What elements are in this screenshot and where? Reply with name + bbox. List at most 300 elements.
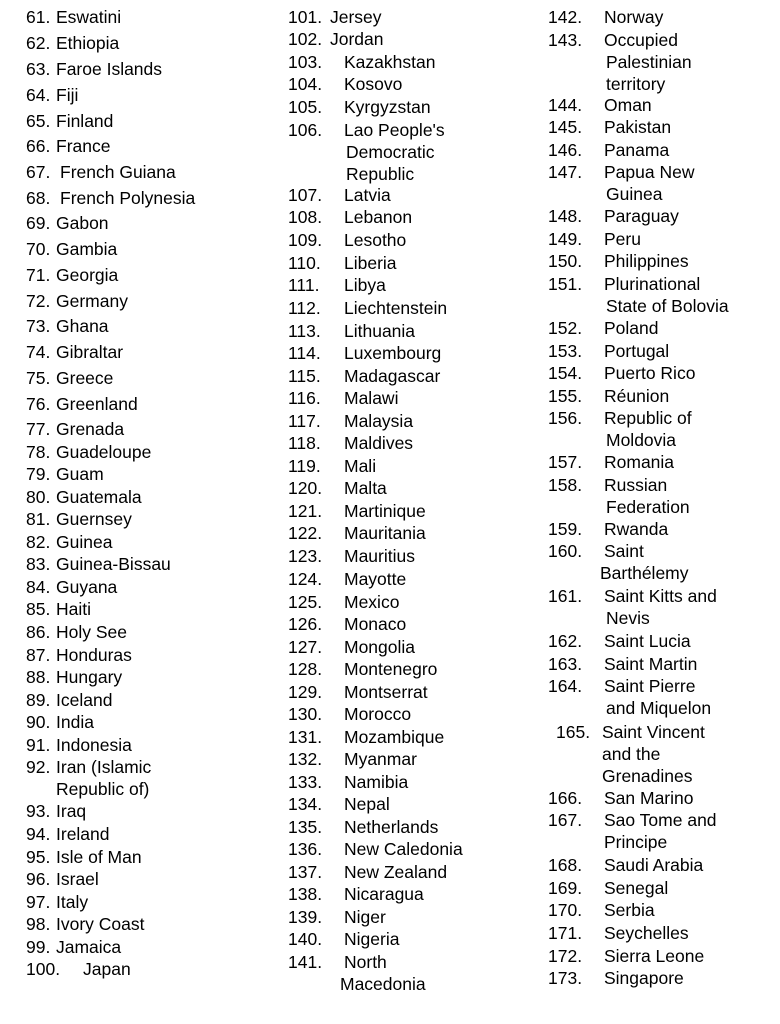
country-name-line: Nicaragua bbox=[344, 884, 424, 904]
list-item bbox=[26, 891, 88, 913]
country-name-line: Haiti bbox=[56, 599, 92, 619]
country-name-line: Indonesia bbox=[56, 735, 132, 755]
list-item bbox=[26, 486, 142, 508]
item-number: 114. bbox=[288, 343, 321, 363]
country-name-line: Guernsey bbox=[56, 509, 132, 529]
list-item bbox=[548, 205, 679, 227]
item-number: 119. bbox=[288, 456, 321, 476]
country-name-line: Gambia bbox=[56, 239, 118, 259]
list-item bbox=[26, 84, 78, 106]
item-number: 105. bbox=[288, 97, 323, 117]
country-name-line: Republic of) bbox=[56, 779, 150, 799]
country-name-line: Kyrgyzstan bbox=[344, 97, 431, 117]
country-name-line: Democratic bbox=[346, 142, 435, 162]
country-name-line: North bbox=[344, 952, 387, 972]
list-item bbox=[288, 681, 428, 703]
country-name-line: Ireland bbox=[56, 824, 110, 844]
country-name-line: Fiji bbox=[56, 85, 79, 105]
country-name-line: Malta bbox=[344, 478, 387, 498]
item-number: 169. bbox=[548, 878, 583, 898]
list-item bbox=[548, 967, 684, 989]
list-item bbox=[26, 187, 195, 209]
country-name-line: Nepal bbox=[344, 794, 390, 814]
country-name-line: Morocco bbox=[344, 704, 412, 724]
item-number: 92. bbox=[26, 757, 51, 777]
item-number: 100. bbox=[26, 959, 61, 979]
country-name-line: State of Bolovia bbox=[606, 296, 729, 316]
list-item bbox=[288, 636, 415, 658]
list-item bbox=[288, 365, 440, 387]
item-number: 124. bbox=[288, 569, 323, 589]
country-name-line: Faroe Islands bbox=[56, 59, 163, 79]
list-item bbox=[26, 913, 145, 935]
item-number: 134. bbox=[288, 794, 323, 814]
item-number: 115. bbox=[288, 366, 321, 386]
list-item bbox=[26, 800, 86, 822]
country-name-line: Kosovo bbox=[344, 74, 403, 94]
list-item bbox=[26, 936, 121, 958]
country-name-line: Grenada bbox=[56, 419, 125, 439]
country-name-line: Sierra Leone bbox=[604, 946, 705, 966]
item-number: 121. bbox=[288, 501, 323, 521]
country-name-line: Puerto Rico bbox=[604, 363, 696, 383]
list-item bbox=[548, 161, 694, 205]
list-item bbox=[288, 793, 390, 815]
item-number: 142. bbox=[548, 7, 583, 27]
list-item bbox=[26, 290, 128, 312]
item-number: 61. bbox=[26, 7, 51, 27]
list-item bbox=[548, 340, 669, 362]
item-number: 141. bbox=[288, 952, 323, 972]
list-item bbox=[26, 367, 113, 389]
country-name-line: Saint Vincent bbox=[602, 722, 705, 742]
country-name-line: Republic of bbox=[604, 408, 692, 428]
item-number: 123. bbox=[288, 546, 323, 566]
list-item bbox=[288, 28, 384, 50]
item-number: 73. bbox=[26, 316, 51, 336]
item-number: 132. bbox=[288, 749, 323, 769]
item-number: 139. bbox=[288, 907, 323, 927]
country-name-line: Mauritius bbox=[344, 546, 415, 566]
item-number: 163. bbox=[548, 654, 583, 674]
list-item bbox=[548, 228, 641, 250]
country-name-line: Hungary bbox=[56, 667, 123, 687]
item-number: 111. bbox=[288, 275, 320, 295]
item-number: 97. bbox=[26, 892, 51, 912]
list-item bbox=[26, 238, 117, 260]
list-item bbox=[288, 252, 397, 274]
item-number: 94. bbox=[26, 824, 51, 844]
country-name-line: Maldives bbox=[344, 433, 414, 453]
list-item bbox=[26, 264, 118, 286]
country-name-line: Niger bbox=[344, 907, 386, 927]
list-item bbox=[26, 315, 109, 337]
list-item bbox=[288, 591, 399, 613]
country-name-line: French Polynesia bbox=[60, 188, 196, 208]
country-name-line: Rwanda bbox=[604, 519, 669, 539]
country-name-line: Palestinian bbox=[606, 52, 692, 72]
item-number: 72. bbox=[26, 291, 51, 311]
country-name-line: New Zealand bbox=[344, 862, 448, 882]
country-name-line: Paraguay bbox=[604, 206, 679, 226]
list-item bbox=[548, 362, 695, 384]
country-name-line: Philippines bbox=[604, 251, 689, 271]
item-number: 159. bbox=[548, 519, 583, 539]
list-item bbox=[288, 320, 415, 342]
list-item bbox=[548, 945, 704, 967]
list-item bbox=[288, 951, 426, 995]
item-number: 84. bbox=[26, 577, 51, 597]
list-item bbox=[288, 206, 412, 228]
item-number: 145. bbox=[548, 117, 583, 137]
list-item bbox=[548, 630, 691, 652]
list-item bbox=[548, 139, 669, 161]
item-number: 80. bbox=[26, 487, 51, 507]
country-name-line: Federation bbox=[606, 497, 690, 517]
item-number: 136. bbox=[288, 839, 323, 859]
item-number: 118. bbox=[288, 433, 321, 453]
list-item bbox=[26, 418, 124, 440]
item-number: 167. bbox=[548, 810, 583, 830]
country-name-line: France bbox=[56, 136, 111, 156]
country-name-line: Papua New bbox=[604, 162, 695, 182]
item-number: 81. bbox=[26, 509, 51, 529]
list-item bbox=[26, 576, 117, 598]
item-number: 66. bbox=[26, 136, 51, 156]
country-name-line: Barthélemy bbox=[600, 563, 689, 583]
country-name-line: Japan bbox=[83, 959, 131, 979]
list-item bbox=[26, 644, 132, 666]
country-name-line: Saint Martin bbox=[604, 654, 698, 674]
list-item bbox=[288, 703, 411, 725]
list-item bbox=[548, 877, 668, 899]
list-item bbox=[548, 385, 669, 407]
list-item bbox=[548, 922, 689, 944]
list-item bbox=[26, 110, 113, 132]
list-item bbox=[548, 585, 717, 629]
list-item bbox=[288, 658, 437, 680]
country-name-line: Lesotho bbox=[344, 230, 407, 250]
list-item bbox=[548, 899, 655, 921]
list-item bbox=[288, 771, 408, 793]
item-number: 165. bbox=[556, 722, 591, 742]
country-name-line: Iraq bbox=[56, 801, 87, 821]
list-item bbox=[26, 508, 132, 530]
list-item bbox=[548, 317, 659, 339]
item-number: 157. bbox=[548, 452, 583, 472]
item-number: 75. bbox=[26, 368, 51, 388]
list-item bbox=[26, 823, 110, 845]
list-item bbox=[288, 928, 399, 950]
item-number: 154. bbox=[548, 363, 583, 383]
item-number: 162. bbox=[548, 631, 583, 651]
country-name-line: Gibraltar bbox=[56, 342, 124, 362]
country-name-line: Seychelles bbox=[604, 923, 689, 943]
country-name-line: Lithuania bbox=[344, 321, 416, 341]
country-name-line: Ivory Coast bbox=[56, 914, 145, 934]
country-name-line: Serbia bbox=[604, 900, 655, 920]
list-item bbox=[288, 545, 415, 567]
list-item bbox=[288, 861, 447, 883]
country-name-line: Italy bbox=[56, 892, 89, 912]
item-number: 101. bbox=[288, 7, 323, 27]
item-number: 63. bbox=[26, 59, 51, 79]
item-number: 98. bbox=[26, 914, 51, 934]
country-name-line: New Caledonia bbox=[344, 839, 463, 859]
country-name-line: Libya bbox=[344, 275, 386, 295]
item-number: 90. bbox=[26, 712, 51, 732]
country-name-line: Malaysia bbox=[344, 411, 414, 431]
country-name-line: Nevis bbox=[606, 608, 650, 628]
country-name-line: Saint Pierre bbox=[604, 676, 696, 696]
item-number: 137. bbox=[288, 862, 323, 882]
list-item bbox=[288, 96, 431, 118]
item-number: 146. bbox=[548, 140, 583, 160]
country-name-line: Luxembourg bbox=[344, 343, 442, 363]
item-number: 153. bbox=[548, 341, 583, 361]
item-number: 126. bbox=[288, 614, 323, 634]
country-name-line: Guam bbox=[56, 464, 104, 484]
list-item bbox=[548, 809, 717, 853]
list-item bbox=[288, 568, 406, 590]
list-item bbox=[288, 73, 402, 95]
list-item bbox=[288, 522, 426, 544]
list-item bbox=[26, 958, 131, 980]
item-number: 164. bbox=[548, 676, 583, 696]
country-name-line: Netherlands bbox=[344, 817, 439, 837]
item-number: 129. bbox=[288, 682, 323, 702]
list-item bbox=[288, 432, 413, 454]
list-item bbox=[26, 598, 91, 620]
item-number: 156. bbox=[548, 408, 583, 428]
item-number: 125. bbox=[288, 592, 323, 612]
list-item bbox=[26, 212, 109, 234]
country-name-line: French Guiana bbox=[60, 162, 176, 182]
country-name-line: Moldovia bbox=[606, 430, 677, 450]
country-name-line: Guinea-Bissau bbox=[56, 554, 171, 574]
list-item bbox=[288, 500, 426, 522]
country-name-line: Malawi bbox=[344, 388, 399, 408]
list-item bbox=[288, 387, 398, 409]
item-number: 89. bbox=[26, 690, 51, 710]
item-number: 149. bbox=[548, 229, 583, 249]
item-number: 70. bbox=[26, 239, 51, 259]
list-item bbox=[288, 274, 386, 296]
country-name-line: Senegal bbox=[604, 878, 669, 898]
list-item bbox=[288, 229, 406, 251]
country-name-line: Mongolia bbox=[344, 637, 416, 657]
item-number: 108. bbox=[288, 207, 323, 227]
list-item bbox=[26, 531, 112, 553]
country-name-line: Honduras bbox=[56, 645, 132, 665]
list-item bbox=[26, 846, 142, 868]
country-name-line: Grenadines bbox=[602, 766, 693, 786]
country-name-line: Israel bbox=[56, 869, 99, 889]
list-item bbox=[26, 463, 104, 485]
country-name-line: Mali bbox=[344, 456, 377, 476]
country-name-line: territory bbox=[606, 74, 666, 94]
item-number: 68. bbox=[26, 188, 51, 208]
item-number: 128. bbox=[288, 659, 323, 679]
country-name-line: Portugal bbox=[604, 341, 670, 361]
list-item bbox=[26, 441, 151, 463]
list-item bbox=[548, 116, 671, 138]
country-name-line: Eswatini bbox=[56, 7, 122, 27]
country-name-line: Georgia bbox=[56, 265, 119, 285]
country-name-line: and Miquelon bbox=[606, 698, 712, 718]
item-number: 155. bbox=[548, 386, 583, 406]
country-name-line: Republic bbox=[346, 164, 415, 184]
item-number: 106. bbox=[288, 120, 323, 140]
item-number: 83. bbox=[26, 554, 51, 574]
country-name-line: Panama bbox=[604, 140, 670, 160]
item-number: 168. bbox=[548, 855, 583, 875]
list-item bbox=[548, 6, 663, 28]
country-name-line: Martinique bbox=[344, 501, 426, 521]
item-number: 82. bbox=[26, 532, 51, 552]
item-number: 160. bbox=[548, 541, 583, 561]
list-item bbox=[288, 477, 387, 499]
item-number: 171. bbox=[548, 923, 583, 943]
country-name-line: Monaco bbox=[344, 614, 407, 634]
item-number: 86. bbox=[26, 622, 51, 642]
item-number: 151. bbox=[548, 274, 583, 294]
list-item bbox=[548, 854, 703, 876]
list-item bbox=[288, 184, 391, 206]
item-number: 158. bbox=[548, 475, 583, 495]
country-name-line: Madagascar bbox=[344, 366, 441, 386]
country-name-line: Saint Kitts and bbox=[604, 586, 717, 606]
country-name-line: Norway bbox=[604, 7, 664, 27]
item-number: 147. bbox=[548, 162, 583, 182]
item-number: 69. bbox=[26, 213, 51, 233]
country-name-line: Holy See bbox=[56, 622, 128, 642]
country-name-line: Principe bbox=[604, 832, 668, 852]
item-number: 117. bbox=[288, 411, 321, 431]
item-number: 130. bbox=[288, 704, 323, 724]
list-item bbox=[288, 883, 424, 905]
country-name-line: Romania bbox=[604, 452, 675, 472]
country-name-line: Mozambique bbox=[344, 727, 445, 747]
country-name-line: India bbox=[56, 712, 94, 732]
list-item bbox=[26, 341, 123, 363]
item-number: 78. bbox=[26, 442, 51, 462]
country-name-line: Occupied bbox=[604, 30, 678, 50]
item-number: 93. bbox=[26, 801, 51, 821]
item-number: 144. bbox=[548, 95, 583, 115]
item-number: 161. bbox=[548, 586, 583, 606]
item-number: 116. bbox=[288, 388, 321, 408]
item-number: 138. bbox=[288, 884, 323, 904]
country-name-line: Iran (Islamic bbox=[56, 757, 152, 777]
country-name-line: Ethiopia bbox=[56, 33, 120, 53]
list-item bbox=[548, 250, 689, 272]
country-name-line: Nigeria bbox=[344, 929, 400, 949]
country-name-line: and the bbox=[602, 744, 661, 764]
list-item bbox=[288, 906, 386, 928]
item-number: 143. bbox=[548, 30, 583, 50]
item-number: 135. bbox=[288, 817, 323, 837]
item-number: 96. bbox=[26, 869, 51, 889]
item-number: 65. bbox=[26, 111, 51, 131]
item-number: 152. bbox=[548, 318, 583, 338]
country-name-line: Guinea bbox=[56, 532, 113, 552]
list-item bbox=[288, 816, 438, 838]
item-number: 71. bbox=[26, 265, 51, 285]
list-item bbox=[288, 6, 382, 28]
list-item bbox=[26, 666, 122, 688]
item-number: 131. bbox=[288, 727, 323, 747]
item-number: 85. bbox=[26, 599, 51, 619]
country-name-line: Oman bbox=[604, 95, 652, 115]
country-name-line: Macedonia bbox=[340, 974, 426, 994]
country-name-line: Kazakhstan bbox=[344, 52, 436, 72]
item-number: 166. bbox=[548, 788, 583, 808]
country-name-line: Greenland bbox=[56, 394, 138, 414]
list-item bbox=[26, 135, 110, 157]
country-name-line: Myanmar bbox=[344, 749, 417, 769]
list-item bbox=[548, 474, 690, 518]
item-number: 113. bbox=[288, 321, 321, 341]
country-name-line: Saint bbox=[604, 541, 644, 561]
country-name-line: Jordan bbox=[330, 29, 384, 49]
item-number: 103. bbox=[288, 52, 323, 72]
item-number: 102. bbox=[288, 29, 323, 49]
list-item bbox=[548, 407, 692, 451]
list-item bbox=[548, 721, 705, 787]
item-number: 150. bbox=[548, 251, 583, 271]
list-item bbox=[548, 451, 674, 473]
item-number: 99. bbox=[26, 937, 51, 957]
list-item bbox=[548, 540, 689, 584]
country-name-line: Iceland bbox=[56, 690, 113, 710]
list-item bbox=[26, 553, 171, 575]
country-name-line: Russian bbox=[604, 475, 668, 495]
country-name-line: Peru bbox=[604, 229, 641, 249]
item-number: 170. bbox=[548, 900, 583, 920]
country-name-line: Guinea bbox=[606, 184, 663, 204]
country-name-line: Germany bbox=[56, 291, 128, 311]
item-number: 133. bbox=[288, 772, 323, 792]
list-item bbox=[288, 838, 463, 860]
country-name-line: Guadeloupe bbox=[56, 442, 152, 462]
list-item bbox=[548, 94, 652, 116]
item-number: 107. bbox=[288, 185, 323, 205]
item-number: 64. bbox=[26, 85, 51, 105]
item-number: 120. bbox=[288, 478, 323, 498]
country-name bbox=[26, 187, 195, 209]
list-item bbox=[26, 32, 119, 54]
list-item bbox=[288, 51, 435, 73]
item-number: 110. bbox=[288, 253, 321, 273]
list-item bbox=[26, 734, 132, 756]
item-number: 95. bbox=[26, 847, 51, 867]
item-number: 172. bbox=[548, 946, 583, 966]
item-number: 88. bbox=[26, 667, 51, 687]
country-name-line: Montenegro bbox=[344, 659, 438, 679]
list-item bbox=[288, 410, 413, 432]
country-name-line: Mexico bbox=[344, 592, 400, 612]
item-number: 79. bbox=[26, 464, 51, 484]
country-name-line: San Marino bbox=[604, 788, 694, 808]
country-name-line: Liechtenstein bbox=[344, 298, 448, 318]
item-number: 173. bbox=[548, 968, 583, 988]
list-item bbox=[288, 613, 406, 635]
list-item bbox=[26, 711, 94, 733]
country-name-line: Singapore bbox=[604, 968, 684, 988]
item-number: 104. bbox=[288, 74, 323, 94]
country-name-line: Jersey bbox=[330, 7, 382, 27]
